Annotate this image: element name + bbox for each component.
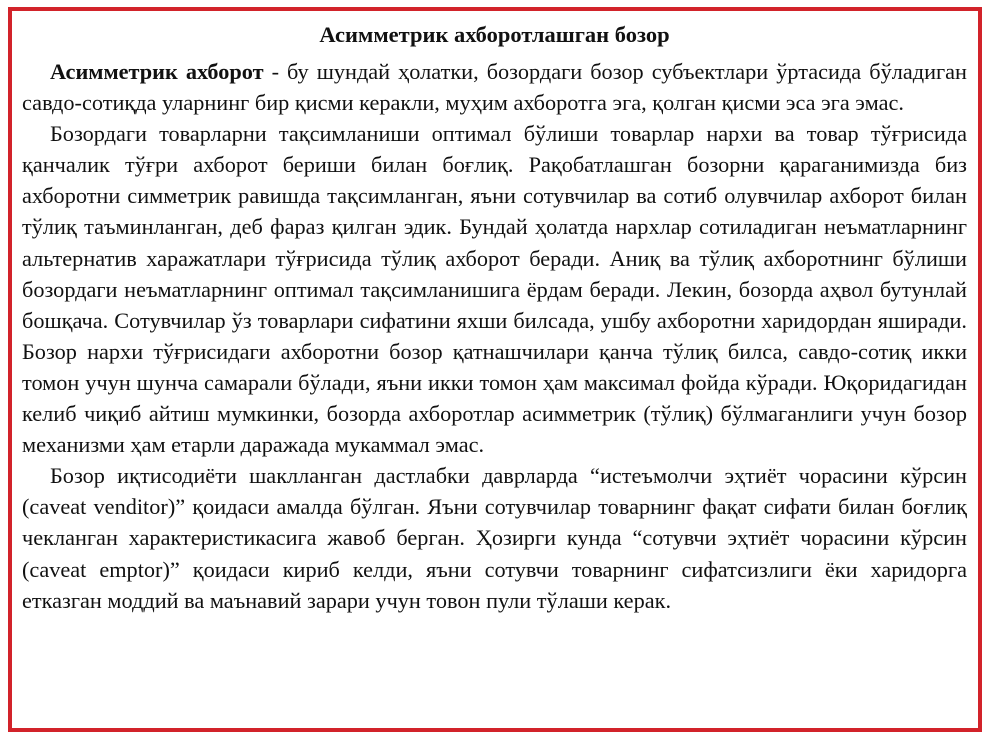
paragraph-body: Бозор иқтисодиёти шаклланган дастлабки даврларда “истеъмолчи эҳтиёт чорасини кўрсин (caveat venditor)” қоидаси амалда бўлган. Яъни сотувчилар товарнинг фақат сифати билан боғлиқ чекланган характеристикасига жавоб берган. Ҳозирги кунда “сотувчи эҳтиёт чорасини кўрсин (caveat emptor)” қоидаси кириб келди, яъни сотувчи товарнинг сифатсизлиги ёки харидорга етказган моддий ва маънавий зарари учун товон пули тўлаши керак. (22, 463, 967, 613)
document-frame (8, 7, 982, 732)
document-content (22, 20, 967, 616)
paragraph-definition (22, 56, 967, 118)
defined-term: Асимметрик ахборот (50, 59, 264, 84)
paragraph-body: Бозордаги товарларни тақсимланиши оптимал бўлиши товарлар нархи ва товар тўғрисида қанчалик тўғри ахборот бериши билан боғлиқ. Рақобатлашган бозорни қараганимизда биз ахборотни симметрик равишда тақсимланган, яъни сотувчилар ва сотиб олувчилар ахборот билан тўлиқ таъминланган, деб фараз қилган эдик. Бундай ҳолатда нархлар сотиладиган неъматларнинг альтернатив харажатлари тўғрисида тўлиқ ахборот беради. Аниқ ва тўлиқ ахборотнинг бўлиши бозордаги неъматларнинг оптимал тақсимланишига ёрдам беради. Лекин, бозорда аҳвол бутунлай бошқача. Сотувчилар ўз товарлари сифатини яхши билсада, ушбу ахборотни харидордан яширади. Бозор нархи тўғрисидаги ахборотни бозор қатнашчилари қанча тўлиқ билса, савдо-сотиқ икки томон учун шунча самарали бўлади, яъни икки томон ҳам максимал фойда кўради. Юқоридагидан келиб чиқиб айтиш мумкинки, бозорда ахборотлар асимметрик (тўлиқ) бўлмаганлиги учун бозор механизми ҳам етарли даражада мукаммал эмас. (22, 121, 967, 458)
document-title: Асимметрик ахборотлашган бозор (319, 22, 670, 47)
paragraph-text: - бу шундай ҳолатки, бозордаги бозор субъектлари ўртасида бўладиган савдо-сотиқда уларнинг бир қисми керакли, муҳим ахборотга эга, қолган қисми эса эга эмас. (22, 59, 967, 116)
